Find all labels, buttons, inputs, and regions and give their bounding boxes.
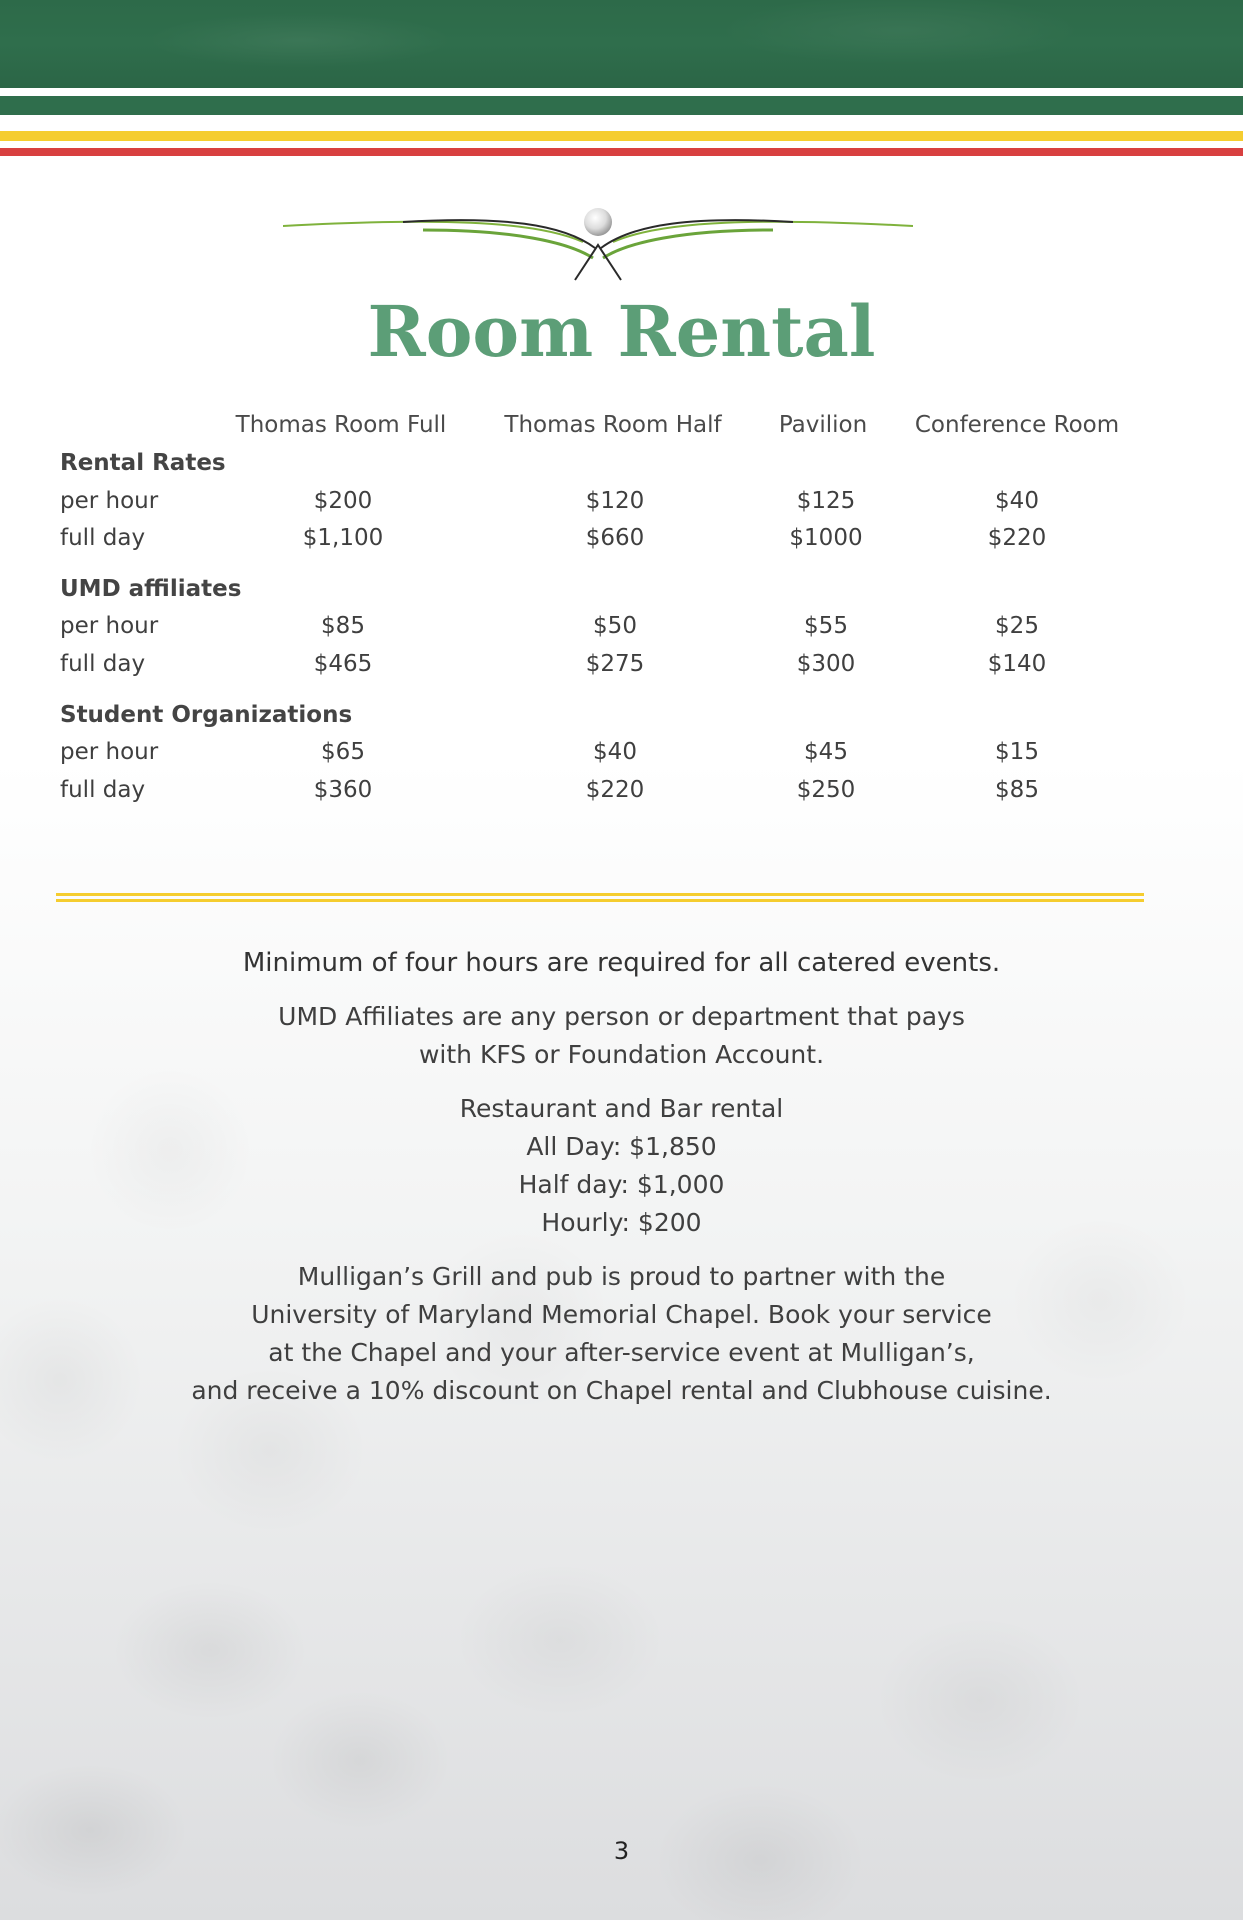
row-label: full day — [60, 651, 146, 677]
divider-line — [56, 893, 1144, 896]
column-header-thomas-half: Thomas Room Half — [504, 412, 722, 438]
rate-cell: $50 — [593, 613, 637, 639]
notes-block — [0, 944, 1243, 1410]
note-chapel-line: University of Maryland Memorial Chapel. Book your service — [251, 1300, 992, 1329]
rate-cell: $250 — [796, 777, 856, 803]
header-banner — [0, 0, 1243, 88]
row-label: full day — [60, 777, 146, 803]
column-header-pavilion: Pavilion — [778, 412, 868, 438]
golf-ball-logo-icon — [283, 200, 913, 290]
rate-cell: $55 — [804, 613, 848, 639]
rate-cell: $65 — [321, 739, 365, 765]
rate-cell: $1000 — [789, 525, 863, 551]
note-restaurant-line: Restaurant and Bar rental — [459, 1094, 784, 1123]
header-stripe-yellow — [0, 131, 1243, 141]
row-label: per hour — [60, 739, 159, 765]
note-affiliates-line: UMD Affiliates are any person or department that pays — [278, 1002, 965, 1031]
header-stripe-red — [0, 148, 1243, 156]
rate-cell: $220 — [987, 525, 1047, 551]
divider-line — [56, 899, 1144, 902]
rate-cell: $15 — [995, 739, 1039, 765]
note-affiliates-line: with KFS or Foundation Account. — [418, 1040, 825, 1069]
rate-cell: $120 — [585, 488, 645, 514]
rate-cell: $300 — [796, 651, 856, 677]
rate-cell: $465 — [313, 651, 373, 677]
rate-cell: $45 — [804, 739, 848, 765]
rate-cell: $1,100 — [302, 525, 384, 551]
row-label: per hour — [60, 488, 159, 514]
header-stripe-green — [0, 96, 1243, 115]
row-label: per hour — [60, 613, 159, 639]
rate-cell: $85 — [321, 613, 365, 639]
rate-cell: $660 — [585, 525, 645, 551]
rate-cell: $140 — [987, 651, 1047, 677]
note-restaurant-line: Hourly: $200 — [541, 1208, 702, 1237]
column-header-thomas-full: Thomas Room Full — [235, 412, 447, 438]
row-label: full day — [60, 525, 146, 551]
note-chapel-line: Mulligan’s Grill and pub is proud to partner with the — [297, 1262, 946, 1291]
note-chapel-line: at the Chapel and your after-service event at Mulligan’s, — [268, 1338, 975, 1367]
rate-cell: $40 — [593, 739, 637, 765]
section-heading-student-organizations: Student Organizations — [60, 702, 353, 728]
note-restaurant-line: All Day: $1,850 — [526, 1132, 717, 1161]
rate-cell: $25 — [995, 613, 1039, 639]
page-title: Room Rental — [367, 290, 876, 373]
page-number: 3 — [613, 1837, 630, 1865]
rate-cell: $40 — [995, 488, 1039, 514]
rate-cell: $220 — [585, 777, 645, 803]
section-heading-rental-rates: Rental Rates — [60, 450, 226, 476]
rate-cell: $275 — [585, 651, 645, 677]
note-minimum-hours: Minimum of four hours are required for all catered events. — [242, 948, 1001, 978]
rate-cell: $85 — [995, 777, 1039, 803]
note-restaurant-line: Half day: $1,000 — [518, 1170, 725, 1199]
column-header-conference: Conference Room — [914, 412, 1120, 438]
rate-cell: $200 — [313, 488, 373, 514]
note-chapel-line: and receive a 10% discount on Chapel rental and Clubhouse cuisine. — [191, 1376, 1052, 1405]
section-heading-umd-affiliates: UMD affiliates — [60, 576, 242, 602]
rate-cell: $125 — [796, 488, 856, 514]
rate-cell: $360 — [313, 777, 373, 803]
